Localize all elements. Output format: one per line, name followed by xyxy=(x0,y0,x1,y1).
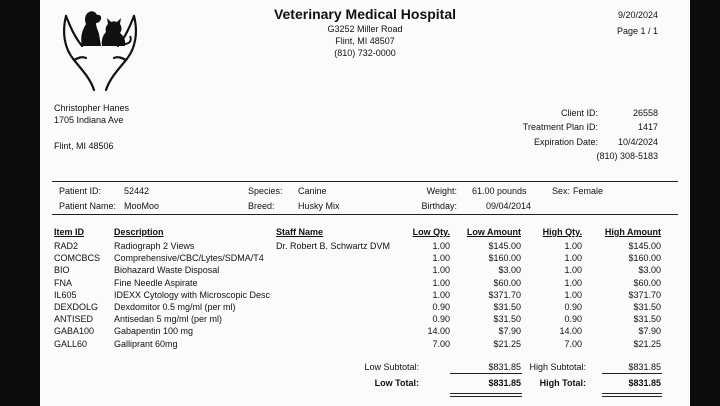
row-high-amount: $3.00 xyxy=(638,265,661,276)
row-high-qty: 7.00 xyxy=(564,338,582,349)
row-high-qty: 1.00 xyxy=(564,289,582,300)
high-total: $831.85 xyxy=(628,378,661,388)
high-total-rule-1 xyxy=(602,393,662,394)
col-high-qty: High Qty. xyxy=(542,227,582,237)
row-low-amount: $7.90 xyxy=(498,326,521,337)
row-low-qty: 14.00 xyxy=(427,326,450,337)
weight-label: Weight: xyxy=(426,186,457,196)
patient-name: MooMoo xyxy=(124,201,160,211)
row-low-amount: $371.70 xyxy=(488,289,521,300)
row-low-qty: 1.00 xyxy=(432,253,450,264)
hospital-street: G3252 Miller Road xyxy=(327,24,403,34)
client-street: 1705 Indiana Ave xyxy=(54,115,124,125)
row-description: Biohazard Waste Disposal xyxy=(114,265,220,276)
row-staff-name: Dr. Robert B. Schwartz DVM xyxy=(276,241,391,251)
row-description: Gabapentin 100 mg xyxy=(114,326,194,337)
col-description: Description xyxy=(114,227,164,237)
col-low-amount: Low Amount xyxy=(466,227,521,237)
col-staff-name: Staff Name xyxy=(276,227,324,237)
row-high-amount: $145.00 xyxy=(628,241,661,251)
high-subtotal-label: High Subtotal: xyxy=(529,362,586,372)
row-item-id: RAD2 xyxy=(54,241,79,251)
document-page xyxy=(40,0,690,406)
high-total-rule-2 xyxy=(602,396,662,397)
row-high-qty: 14.00 xyxy=(559,326,582,337)
low-total-rule-2 xyxy=(450,396,522,397)
client-name: Christopher Hanes xyxy=(54,103,130,113)
breed-label: Breed: xyxy=(248,201,275,211)
row-low-qty: 1.00 xyxy=(432,241,450,251)
row-high-amount: $7.90 xyxy=(638,326,661,337)
client-phone: (810) 308-5183 xyxy=(596,151,658,161)
row-high-amount: $371.70 xyxy=(628,289,661,300)
species: Canine xyxy=(298,186,327,196)
hospital-phone: (810) 732-0000 xyxy=(334,48,396,58)
low-subtotal-rule xyxy=(450,373,522,374)
row-item-id: BIO xyxy=(54,265,70,276)
treatment-plan-id: 1417 xyxy=(637,122,658,132)
row-item-id: GALL60 xyxy=(54,338,88,349)
col-item-id: Item ID xyxy=(54,227,85,237)
high-subtotal: $831.85 xyxy=(628,362,661,372)
row-description: Antisedan 5 mg/ml (per ml) xyxy=(114,314,223,325)
hospital-city: Flint, MI 48507 xyxy=(335,36,395,46)
row-low-qty: 1.00 xyxy=(432,265,450,276)
row-item-id: IL605 xyxy=(54,289,77,300)
low-total-label: Low Total: xyxy=(374,378,419,388)
low-subtotal: $831.85 xyxy=(488,362,521,372)
row-low-qty: 7.00 xyxy=(432,338,450,349)
species-label: Species: xyxy=(248,186,283,196)
row-item-id: ANTISED xyxy=(54,314,94,325)
row-low-amount: $31.50 xyxy=(493,302,521,312)
low-total: $831.85 xyxy=(488,378,521,388)
patient-id-label: Patient ID: xyxy=(59,186,102,196)
row-low-qty: 0.90 xyxy=(432,302,450,312)
high-subtotal-rule xyxy=(602,373,662,374)
hospital-name: Veterinary Medical Hospital xyxy=(273,6,457,22)
row-description: IDEXX Cytology with Microscopic Desc xyxy=(114,289,271,300)
row-high-qty: 1.00 xyxy=(564,265,582,276)
patient-bottom-rule xyxy=(52,214,678,215)
row-low-qty: 0.90 xyxy=(432,314,450,325)
expiration-date: 10/4/2024 xyxy=(617,137,658,147)
row-low-amount: $3.00 xyxy=(498,265,521,276)
row-high-amount: $31.50 xyxy=(633,302,661,312)
patient-id: 52442 xyxy=(124,186,150,196)
patient-top-rule xyxy=(52,181,678,182)
row-description: Comprehensive/CBC/Lytes/SDMA/T4 xyxy=(114,253,264,264)
row-description: Fine Needle Aspirate xyxy=(114,277,198,288)
client-id-label: Client ID: xyxy=(560,108,598,118)
row-item-id: DEXDOLG xyxy=(54,302,99,312)
row-low-amount: $145.00 xyxy=(488,241,521,251)
row-low-amount: $160.00 xyxy=(488,253,521,264)
row-low-qty: 1.00 xyxy=(432,289,450,300)
row-description: Radiograph 2 Views xyxy=(114,241,195,251)
row-high-qty: 0.90 xyxy=(564,302,582,312)
expiration-label: Expiration Date: xyxy=(533,137,598,147)
row-high-amount: $21.25 xyxy=(633,338,661,349)
row-high-qty: 0.90 xyxy=(564,314,582,325)
row-item-id: FNA xyxy=(54,277,72,288)
client-city: Flint, MI 48506 xyxy=(54,141,114,151)
row-item-id: GABA100 xyxy=(54,326,95,337)
client-id: 26558 xyxy=(632,108,658,118)
row-item-id: COMCBCS xyxy=(54,253,101,264)
col-high-amount: High Amount xyxy=(604,227,661,237)
row-high-qty: 1.00 xyxy=(564,241,582,251)
breed: Husky Mix xyxy=(298,201,340,211)
row-low-amount: $60.00 xyxy=(493,277,521,288)
weight: 61.00 pounds xyxy=(472,186,527,196)
report-date: 9/20/2024 xyxy=(617,10,658,20)
row-low-amount: $31.50 xyxy=(493,314,521,325)
col-low-qty: Low Qty. xyxy=(412,227,450,237)
row-high-amount: $160.00 xyxy=(628,253,661,264)
low-total-rule-1 xyxy=(450,393,522,394)
row-low-amount: $21.25 xyxy=(493,338,521,349)
high-total-label: High Total: xyxy=(539,378,586,388)
row-low-qty: 1.00 xyxy=(432,277,450,288)
sex: Female xyxy=(573,186,604,196)
birthday-label: Birthday: xyxy=(421,201,457,211)
patient-name-label: Patient Name: xyxy=(59,201,117,211)
row-high-qty: 1.00 xyxy=(564,277,582,288)
treatment-plan-label: Treatment Plan ID: xyxy=(522,122,598,132)
row-high-amount: $31.50 xyxy=(633,314,661,325)
sex-label: Sex: xyxy=(552,186,571,196)
row-high-qty: 1.00 xyxy=(564,253,582,264)
birthday: 09/04/2014 xyxy=(486,201,532,211)
row-description: Galliprant 60mg xyxy=(114,338,178,349)
row-high-amount: $60.00 xyxy=(633,277,661,288)
low-subtotal-label: Low Subtotal: xyxy=(364,362,419,372)
page-number: Page 1 / 1 xyxy=(616,26,658,36)
row-description: Dexdomitor 0.5 mg/ml (per ml) xyxy=(114,302,236,312)
